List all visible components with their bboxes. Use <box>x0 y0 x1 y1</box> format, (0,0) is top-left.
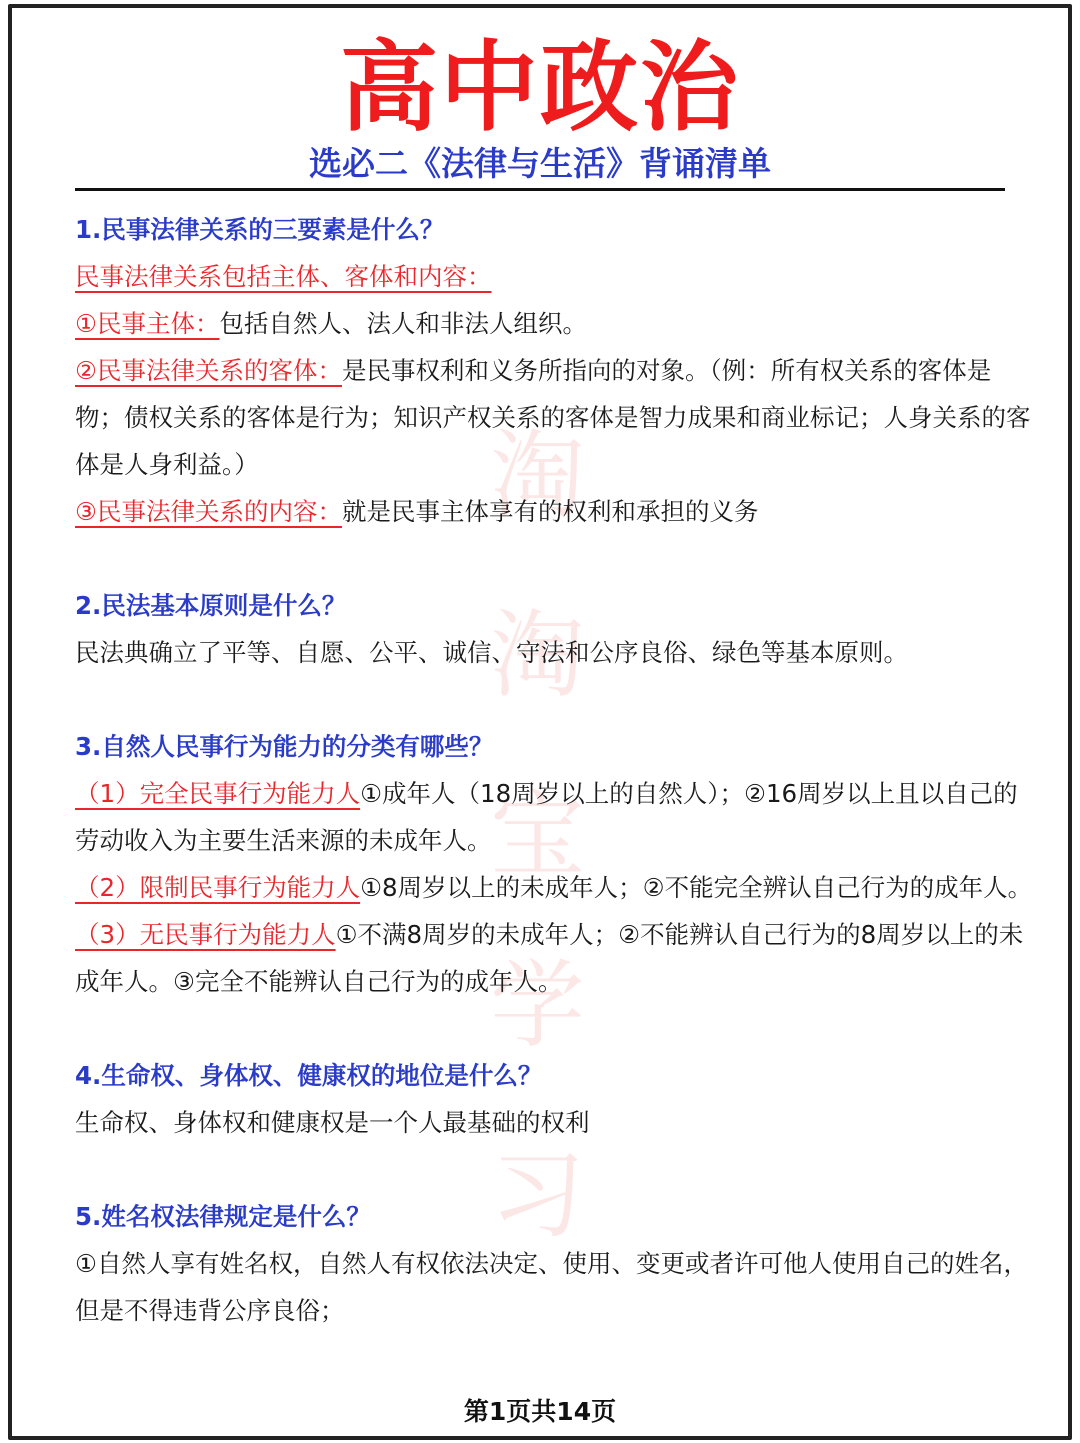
answer-line <box>75 253 1037 300</box>
page-subtitle: 选必二《法律与生活》背诵清单 <box>309 144 771 183</box>
key-term: （1）完全民事行为能力人 <box>75 779 361 808</box>
section-2 <box>75 582 1037 676</box>
answer-text: 包括自然人、法人和非法人组织。 <box>219 309 587 338</box>
answer-text: 是民事权利和义务所指向的对象。（例：所有权关系的客体是物；债权关系的客体是行为；知识产权关系的客体是智力成果和商业标记；人身关系的客体是人身利益。） <box>75 356 1031 479</box>
key-term: ②民事法律关系的客体： <box>75 356 342 385</box>
answer-text: 生命权、身体权和健康权是一个人最基础的权利 <box>75 1108 590 1137</box>
section-1 <box>75 206 1037 535</box>
key-term: （2）限制民事行为能力人 <box>75 873 361 902</box>
section-4 <box>75 1052 1037 1146</box>
watermark-char: 学 <box>490 951 586 1061</box>
watermark-char: 淘 <box>490 421 586 531</box>
document-body <box>75 206 1037 1334</box>
key-term: ①民事主体： <box>75 309 220 338</box>
watermark-char: 淘 <box>490 601 586 711</box>
key-term: 民事法律关系包括主体、客体和内容： <box>75 262 492 291</box>
answer-text: ①成年人（18周岁以上的自然人）；②16周岁以上且以自己的劳动收入为主要生活来源的未成年人。 <box>75 779 1018 855</box>
question-heading: 1.民事法律关系的三要素是什么？ <box>75 215 445 244</box>
page-number: 第1页共14页 <box>463 1397 617 1426</box>
answer-text: 民法典确立了平等、自愿、公平、诚信、守法和公序良俗、绿色等基本原则。 <box>75 638 908 667</box>
answer-text: ①自然人享有姓名权，自然人有权依法决定、使用、变更或者许可他人使用自己的姓名，但是不得违背公序良俗； <box>75 1249 1028 1325</box>
key-term: （3）无民事行为能力人 <box>75 920 336 949</box>
page-title: 高中政治 <box>339 31 740 145</box>
answer-text: ①不满8周岁的未成年人；②不能辨认自己行为的8周岁以上的未成年人。③完全不能辨认自己行为的成年人。 <box>75 920 1024 996</box>
section-5 <box>75 1193 1037 1334</box>
answer-line <box>75 300 1037 347</box>
question-heading: 4.生命权、身体权、健康权的地位是什么？ <box>75 1061 543 1090</box>
answer-line <box>75 488 1037 535</box>
section-3 <box>75 723 1037 1005</box>
answer-line <box>75 911 1037 1005</box>
question-heading: 5.姓名权法律规定是什么？ <box>75 1202 371 1231</box>
key-term: ③民事法律关系的内容： <box>75 497 342 526</box>
answer-line <box>75 347 1037 488</box>
question-heading: 2.民法基本原则是什么？ <box>75 591 347 620</box>
title-divider <box>75 188 1005 191</box>
answer-line <box>75 864 1037 911</box>
answer-text: ①8周岁以上的未成年人；②不能完全辨认自己行为的成年人。 <box>360 873 1033 902</box>
answer-text: 就是民事主体享有的权利和承担的义务 <box>341 497 759 526</box>
answer-line <box>75 770 1037 864</box>
watermark-char: 宝 <box>490 781 586 891</box>
watermark-char: 习 <box>490 1141 586 1251</box>
question-heading: 3.自然人民事行为能力的分类有哪些？ <box>75 732 494 761</box>
